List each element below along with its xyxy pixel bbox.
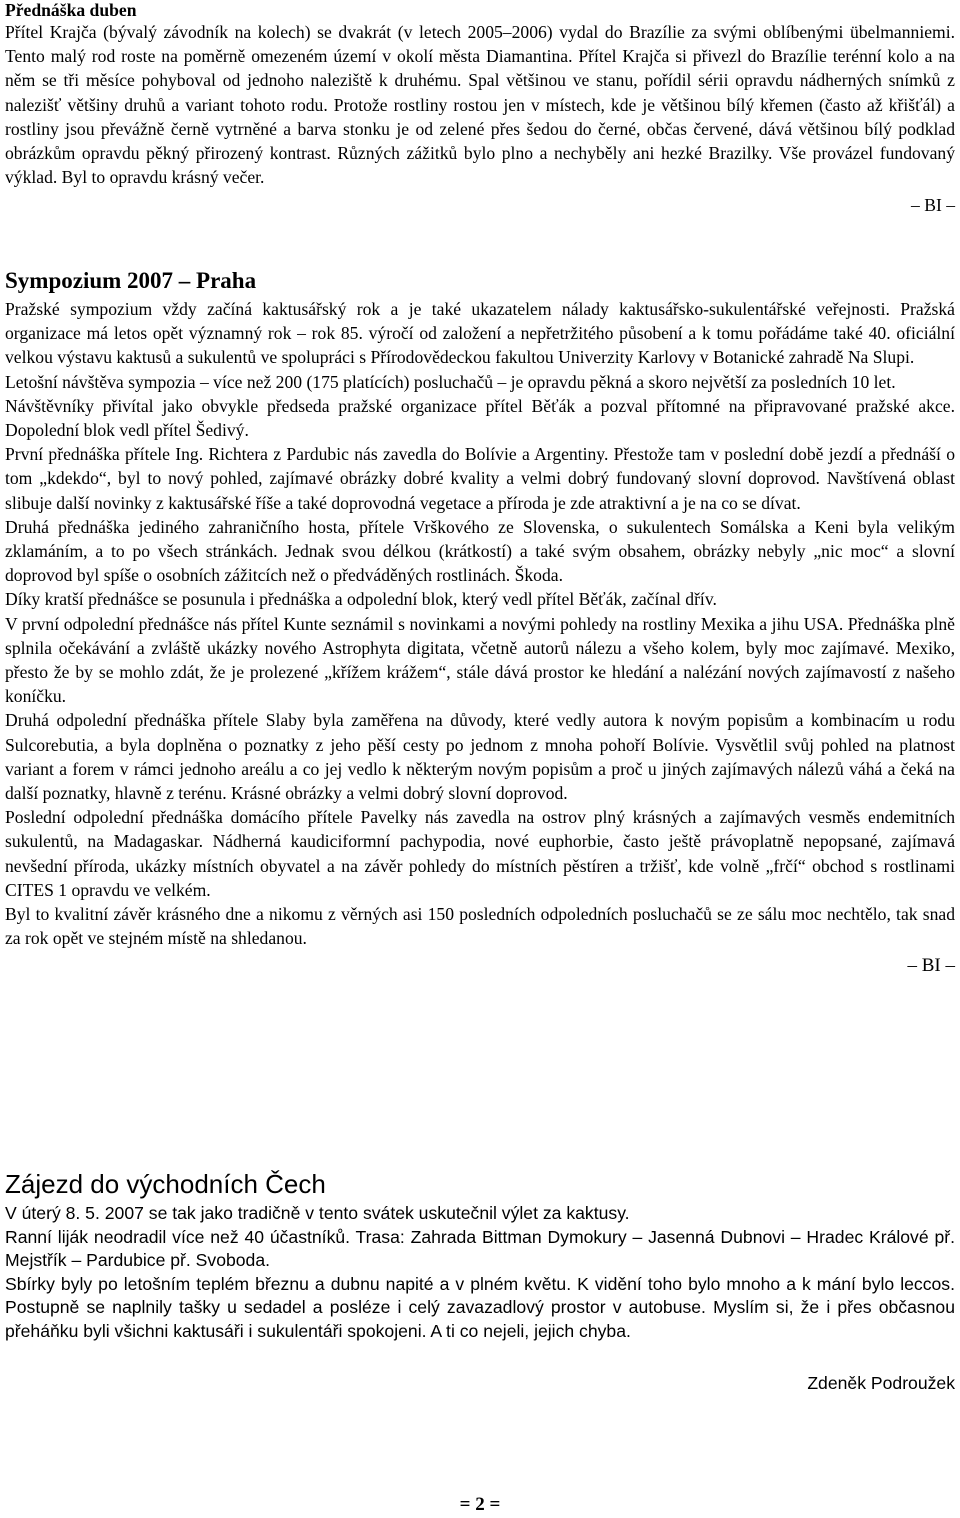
article-paragraph: Ranní liják neodradil více než 40 účastníků. Trasa: Zahrada Bittman Dymokury – Jasenná Dubnovi – Hradec Králové př. Mejstřík – Pardubice př. Svoboda. xyxy=(5,1226,955,1271)
article-paragraph: Pražské sympozium vždy začíná kaktusářský rok a je také ukazatelem nálady kaktusářsko-sukulentářské veřejnosti. Pražská organizace má letos opět významný rok – rok 85. výročí od založení a nepřetržitého působení a k tomu pořádáme také 40. oficiální velkou výstavu kaktusů a sukulentů ve spolupráci s Přírodovědeckou fakultou Univerzity Karlovy v Botanické zahradě Na Slupi. xyxy=(5,299,955,368)
article-paragraph: První přednáška přítele Ing. Richtera z Pardubic nás zavedla do Bolívie a Argentiny. Přestože tam v poslední době jezdí a přednáší o tom „kdekdo“, byl to nový pohled, zajímavé obrázky dobré kvality a velmi dobrý fundovaný slovní doprovod. Navštívená oblast slibuje další novinky z kaktusářské říše a také doprovodná vegetace a příroda je zde atraktivní a je na co se dívat. xyxy=(5,444,955,513)
article-paragraph: Přítel Krajča (bývalý závodník na kolech) se dvakrát (v letech 2005–2006) vydal do Brazílie za svými oblíbenými übelmanniemi. Tento malý rod roste na poměrně omezeném území v okolí města Diamantina. Přítel Krajča si přivezl do Brazílie terénní kolo a na něm se tři měsíce pohyboval od jednoho naleziště k druhému. Spal většinou ve stanu, pořídil sérii opravdu nádherných snímků z nalezišť většiny druhů a variant tohoto rodu. Protože rostliny rostou jen v místech, kde je většinou bílý křemen (často až křišťál) a rostliny jsou převážně černě vytrněné a barva stonku je od zelené přes šedou do černé, občas červené, dává většinou bílý podklad obrázkům opravdu pěkný přirozený kontrast. Různých zážitků bylo plno a nechyběly ani hezké Brazilky. Vše provázel fundovaný výklad. Byl to opravdu krásný večer. xyxy=(5,22,955,188)
article-paragraph: Druhá přednáška jediného zahraničního hosta, přítele Vrškového ze Slovenska, o sukulentech Somálska a Keni byla velikým zklamáním, a to po všech stránkách. Jednak svou délkou (krátkostí) a také svým obsahem, obrázky nebyly „nic moc“ a slovní doprovod byl spíše o osobních zážitcích než o předváděných rostlinách. Škoda. xyxy=(5,516,955,586)
article-signature: – BI – xyxy=(911,195,955,216)
article-paragraph: Návštěvníky přivítal jako obvykle předseda pražské organizace přítel Běťák a pozval přítomné na připravované pražské akce. Dopolední blok vedl přítel Šedivý. xyxy=(5,395,955,441)
article-paragraph: Byl to kvalitní závěr krásného dne a nikomu z věrných asi 150 posledních odpoledních posluchačů se ze sálu moc nechtělo, tak snad za rok opět ve stejném místě na shledanou. xyxy=(5,904,955,949)
article-lecture-april xyxy=(5,0,955,218)
article-paragraph: Sbírky byly po letošním teplém březnu a dubnu napité a v plném květu. K vidění toho bylo mnoho a k mání bylo leccos. Postupně se naplnily tašky u sedadel a posléze i celý zavazadlový prostor v autobuse. Myslím si, že i přes občasnou přeháňku byli všichni kaktusáři i sukulentáři spokojeni. A ti co nejeli, jejich chyba. xyxy=(5,1273,955,1341)
article-trip-east-bohemia xyxy=(5,1170,955,1395)
article-signature: Zdeněk Podroužek xyxy=(807,1372,955,1393)
article-signature: – BI – xyxy=(907,955,955,977)
article-paragraph: Druhá odpolední přednáška přítele Slaby byla zaměřena na důvody, které vedly autora k novým popisům a kombinacím u rodu Sulcorebutia, a byla doplněna o poznatky z jeho pěší cesty po jednom z mnoha pohoří Bolívie. Vysvětlil svůj pohled na platnost variant a forem v rámci jednoho areálu a co jej vedlo k některým novým popisům a proč u jiných zajímavých nálezů váhá a čeká na další poznatky, hlavně z terénu. Krásné obrázky a velmi dobrý slovní doprovod. xyxy=(5,710,955,804)
article-paragraph: Poslední odpolední přednáška domácího přítele Pavelky nás zavedla na ostrov plný krásných a zajímavých vesměs endemitních sukulentů, na Madagaskar. Nádherná kaudiciformní pachypodia, nové euphorbie, často ještě právoplatně nepopsané, zajímavá nevšední příroda, ukázky místních obyvatel a na závěr pohledy do místních pěstíren a tržišť, kde volně „frčí“ obchod s rostlinami CITES 1 opravdu ve velkém. xyxy=(5,807,955,900)
article-paragraph: V úterý 8. 5. 2007 se tak jako tradičně v tento svátek uskutečnil výlet za kaktusy. xyxy=(5,1203,630,1223)
page-number: = 2 = xyxy=(459,1494,501,1515)
article-paragraph: Letošní návštěva sympozia – více než 200 (175 platících) posluchačů – je opravdu pěkná a skoro největší za posledních 10 let. xyxy=(5,371,896,392)
article-symposium-2007 xyxy=(5,268,955,979)
article-paragraph: V první odpolední přednášce nás přítel Kunte seznámil s novinkami a novými pohledy na rostliny Mexika a jihu USA. Přednáška plně splnila očekávání a zvláště ukázky nového Astrophyta digitata, včetně autorů nálezu a všeho kolem, byly moc zajímavé. Mexiko, přesto že by se mohlo zdát, že je prolezené „křížem krážem“, stále dává prostor ke hledání a nalézání nových zajímavostí z našeho koníčku. xyxy=(5,613,955,707)
article-title: Přednáška duben xyxy=(5,0,137,20)
article-title: Sympozium 2007 – Praha xyxy=(5,268,257,293)
article-title: Zájezd do východních Čech xyxy=(5,1169,326,1199)
article-paragraph: Díky kratší přednášce se posunula i přednáška a odpolední blok, který vedl přítel Běťák, začínal dřív. xyxy=(5,589,717,610)
